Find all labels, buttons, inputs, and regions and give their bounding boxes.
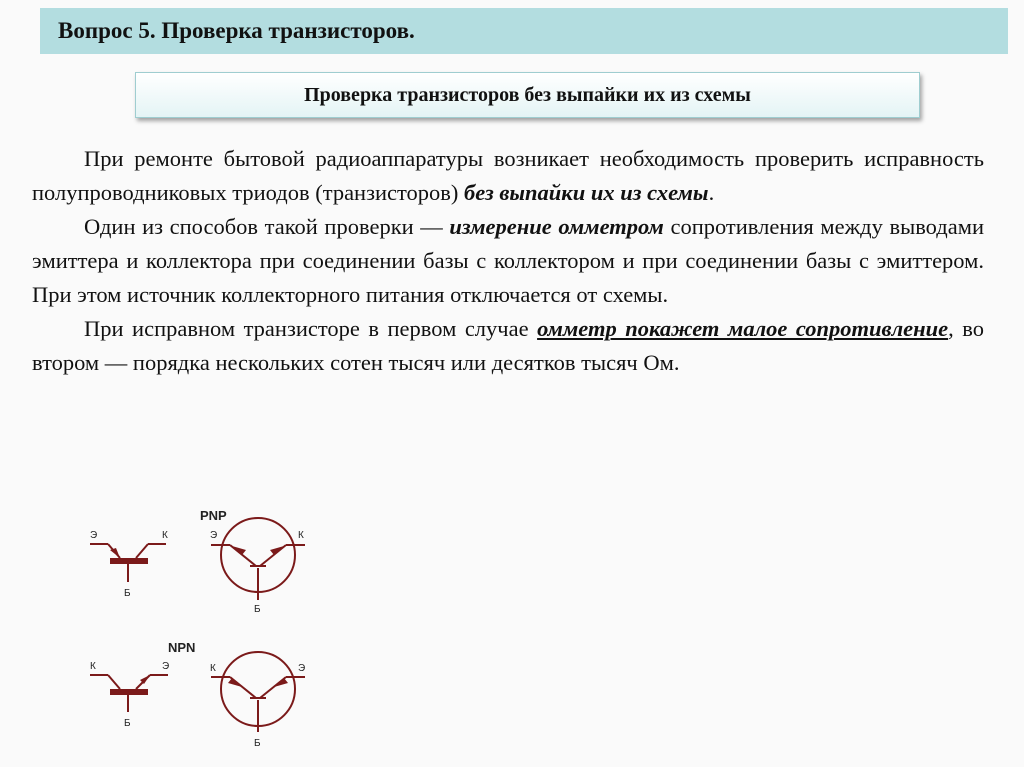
p3-tail: , во втором — порядка нескольких сотен тысяч или десятков тысяч Ом.	[32, 316, 984, 375]
subtitle-text: Проверка транзисторов без выпайки их из схемы	[304, 83, 751, 106]
pnp-right-e: Э	[210, 530, 218, 541]
npn-right-e: Э	[298, 663, 306, 674]
npn-left-k: К	[90, 661, 96, 672]
pnp-base-bar	[110, 558, 148, 564]
pnp-left-k: К	[162, 530, 168, 541]
subtitle-box	[135, 72, 920, 118]
pnp-left-e: Э	[90, 530, 98, 541]
p2-tail: сопротивления между выводами эмиттера и коллектора при соединении базы с коллектором и при соединении базы с эмиттером. При этом источник коллекторного питания отключается от схемы.	[32, 214, 984, 307]
npn-base-bar	[110, 689, 148, 695]
paragraph-1	[32, 142, 984, 210]
p3-text: При исправном транзисторе в первом случае	[84, 316, 538, 341]
p2-text: Один из способов такой проверки —	[84, 214, 450, 239]
pnp-arrow-right-a	[232, 546, 246, 555]
npn-arrow-right-a	[228, 678, 242, 687]
p3-emphasis: омметр покажет малое сопротивление	[537, 316, 949, 341]
p2-emphasis: измерение омметром	[449, 214, 664, 239]
paragraph-2	[32, 210, 984, 312]
npn-left-e: Э	[162, 661, 170, 672]
pnp-left-b: Б	[124, 588, 131, 599]
p1-text: При ремонте бытовой радиоаппаратуры возникает необходимость проверить исправность полупроводниковых триодов (транзисторов)	[32, 146, 984, 205]
body-text	[32, 142, 984, 380]
title-bar	[40, 8, 1008, 54]
pnp-right-b: Б	[254, 604, 261, 615]
pnp-right-k: К	[298, 530, 304, 541]
pnp-label: PNP	[200, 508, 227, 523]
pnp-arrow-right-b	[270, 546, 284, 555]
pnp-arrow-left	[110, 548, 120, 558]
p1-tail: .	[708, 180, 715, 205]
p1-emphasis: без выпайки их из схемы	[464, 180, 709, 205]
npn-label: NPN	[168, 640, 196, 655]
npn-right-b: Б	[254, 738, 261, 749]
npn-right-k: К	[210, 663, 216, 674]
paragraph-3	[32, 312, 984, 380]
transistor-diagram	[70, 500, 350, 760]
npn-arrow-right-b	[274, 678, 288, 687]
page-title: Вопрос 5. Проверка транзисторов.	[58, 18, 415, 43]
npn-left-b: Б	[124, 718, 131, 729]
